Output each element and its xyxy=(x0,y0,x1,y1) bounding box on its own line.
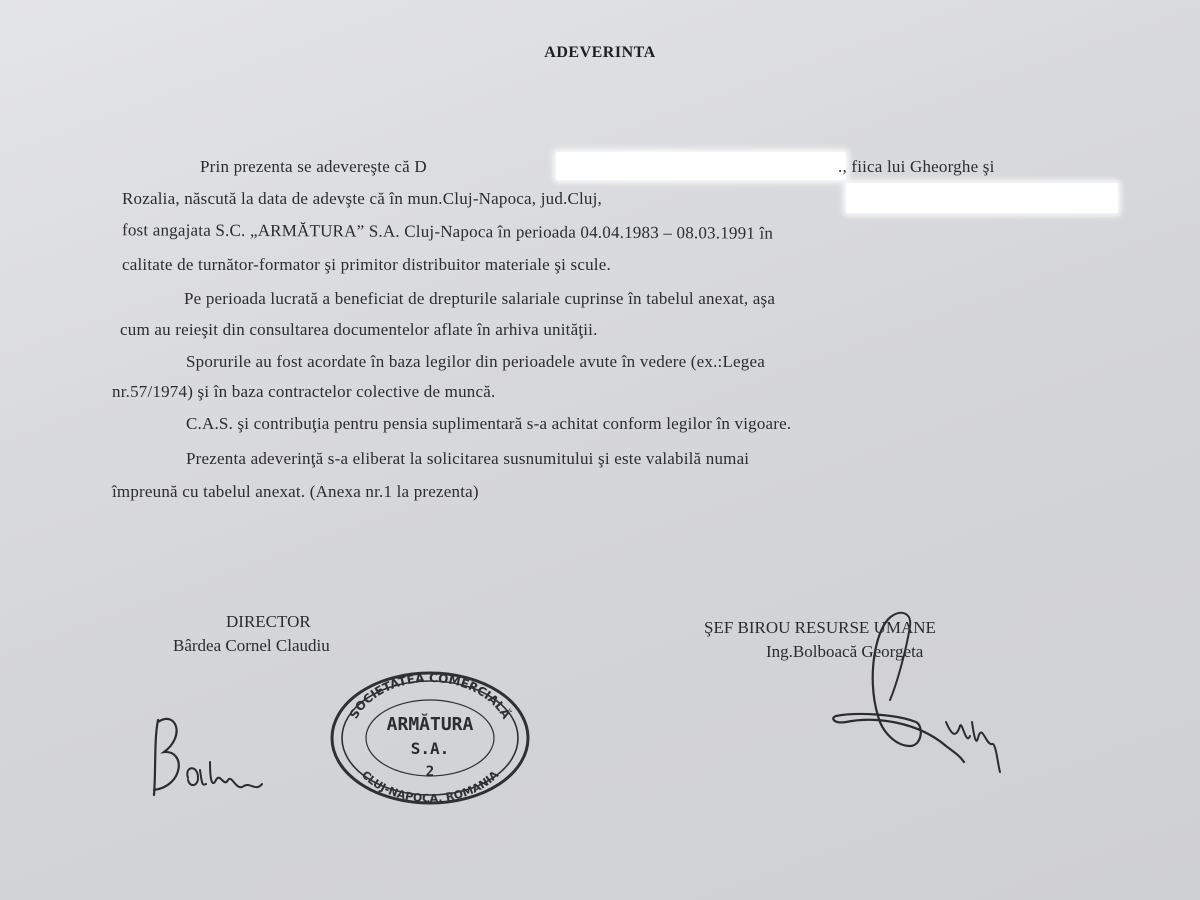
hr-name: Ing.Bolboacă Georgeta xyxy=(766,642,924,661)
body-line-2: Rozalia, născută la data de adevşte că în mun.Cluj-Napoca, jud.Cluj, xyxy=(122,189,603,208)
director-role: DIRECTOR xyxy=(226,612,311,631)
body-line-3: fost angajata S.C. „ARMĂTURA” S.A. Cluj-Napoca în perioada 04.04.1983 – 08.03.1991 în xyxy=(121,220,774,243)
stamp-number: 2 xyxy=(425,764,435,780)
body-line-6: cum au reieşit din consultarea documentelor aflate în arhiva unităţii. xyxy=(120,320,598,339)
body-line-9: C.A.S. şi contribuţia pentru pensia suplimentară s-a achitat conform legilor în vigoare. xyxy=(186,414,792,433)
stamp-type: S.A. xyxy=(410,739,450,758)
body-line-1 xyxy=(200,157,427,177)
stamp-ring-bottom: CLUJ-NAPOCA, ROMANIA xyxy=(358,768,502,806)
redaction-box-address xyxy=(846,183,1118,213)
hr-signature xyxy=(826,596,1026,786)
body-line-8: nr.57/1974) şi în baza contractelor colective de muncă. xyxy=(112,382,496,401)
stamp-ring-top: SOCIETATEA COMERCIALĂ xyxy=(346,670,514,722)
document-title: ADEVERINTA xyxy=(544,44,656,61)
company-stamp xyxy=(330,670,530,806)
line-1-start: Prin prezenta se adevereşte că xyxy=(200,157,415,176)
body-line-1-end: ., fiica lui Gheorghe şi xyxy=(838,157,995,176)
body-line-5: Pe perioada lucrată a beneficiat de drepturile salariale cuprinse în tabelul anexat, aşa xyxy=(184,289,776,308)
director-name: Bârdea Cornel Claudiu xyxy=(173,636,330,655)
body-line-11: împreună cu tabelul anexat. (Anexa nr.1 la prezenta) xyxy=(112,482,479,501)
director-signature xyxy=(140,700,280,810)
stamp-company: ARMĂTURA xyxy=(386,714,474,735)
hr-role: ŞEF BIROU RESURSE UMANE xyxy=(704,618,936,637)
body-line-4: calitate de turnător-formator şi primitor distribuitor materiale şi scule. xyxy=(122,255,611,274)
body-line-7: Sporurile au fost acordate în baza legilor din perioadele avute în vedere (ex.:Legea xyxy=(186,352,765,371)
redaction-box-name xyxy=(556,152,846,180)
redacted-initial: D xyxy=(414,157,427,176)
body-line-10: Prezenta adeverinţă s-a eliberat la solicitarea susnumitului şi este valabilă numai xyxy=(186,449,750,468)
